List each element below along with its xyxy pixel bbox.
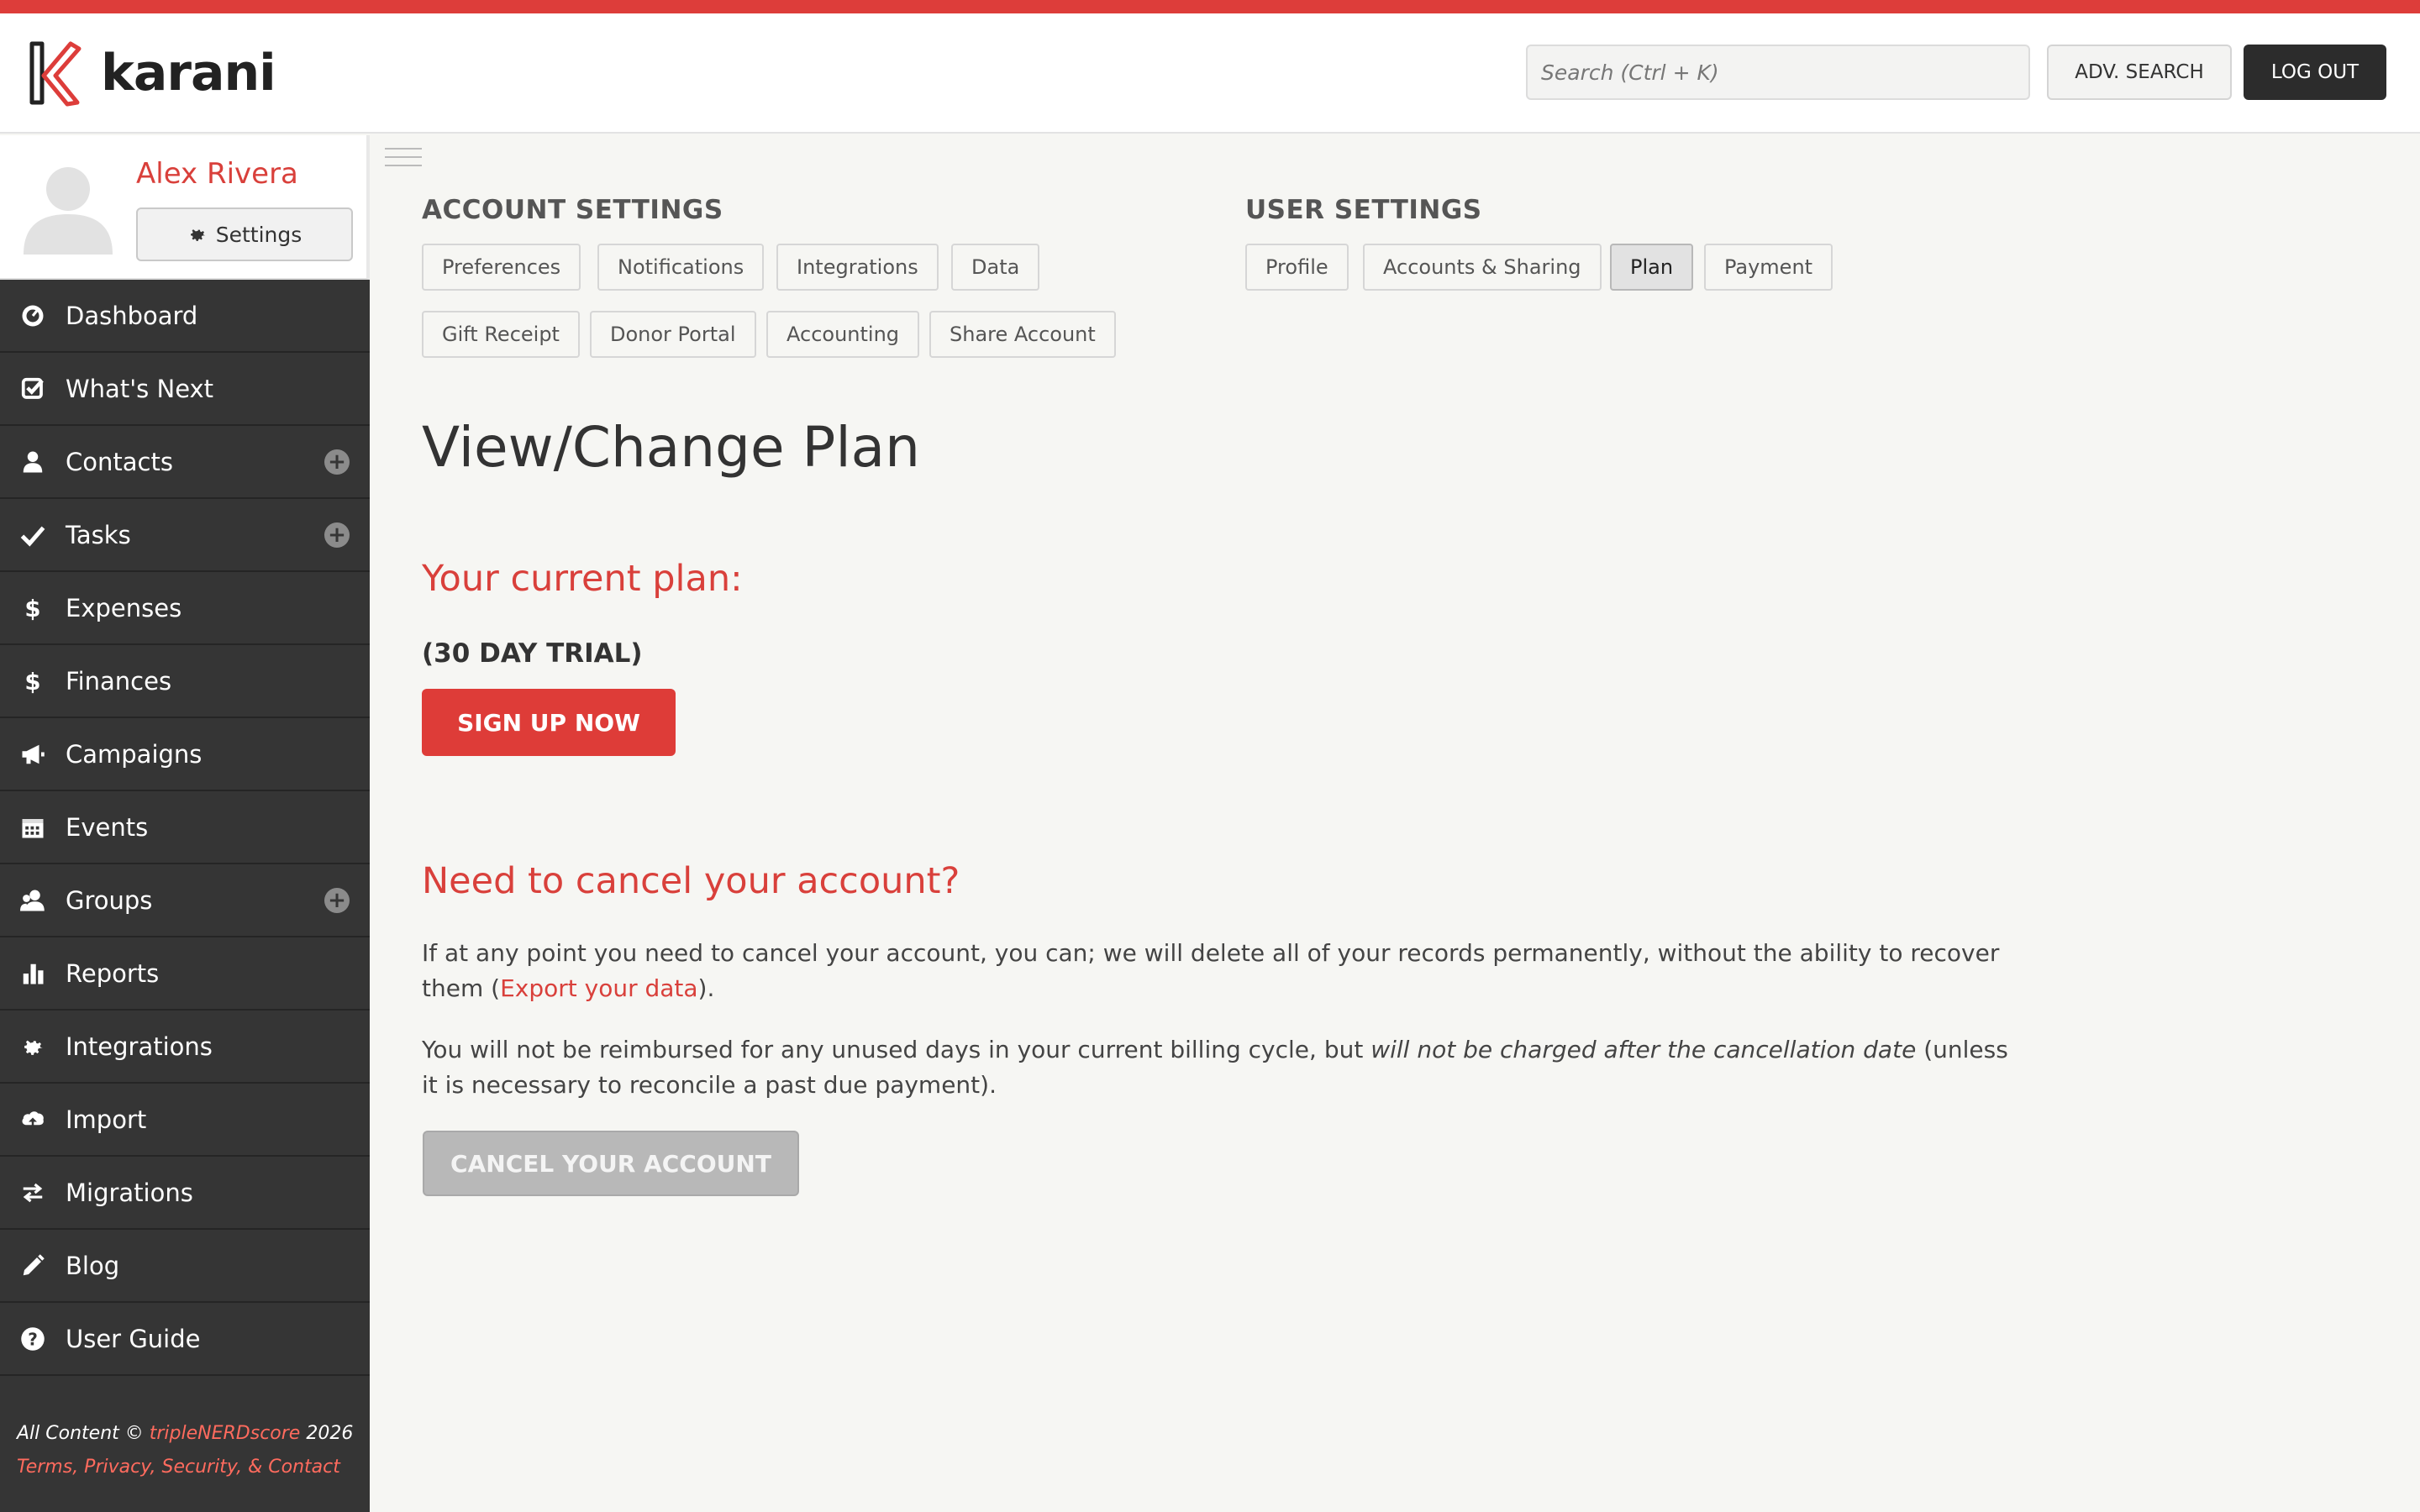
sidebar-item-label: Groups	[66, 885, 153, 915]
pencil-icon	[18, 1252, 47, 1280]
tab-preferences[interactable]: Preferences	[422, 244, 581, 291]
cancel-info-text: If at any point you need to cancel your account, you can; we will delete all of your records permanently, without the ability to recover them (	[422, 939, 2000, 1002]
company-link[interactable]: tripleNERDscore	[149, 1423, 301, 1444]
sidebar-item-expenses[interactable]	[0, 572, 370, 645]
cancel-account-button[interactable]: CANCEL YOUR ACCOUNT	[423, 1131, 799, 1196]
page-title: View/Change Plan	[422, 415, 920, 480]
sidebar	[0, 135, 370, 1512]
top-accent-bar	[0, 0, 2420, 13]
user-settings-button[interactable]	[136, 207, 353, 261]
sidebar-item-groups[interactable]	[0, 864, 370, 937]
cancel-info-text-end: ).	[697, 974, 715, 1002]
person-icon	[18, 448, 47, 476]
tab-payment[interactable]: Payment	[1704, 244, 1833, 291]
logout-button[interactable]: LOG OUT	[2244, 45, 2386, 100]
reimbursement-text-end: (unless it is necessary to reconcile a past due payment).	[422, 1036, 2008, 1099]
megaphone-icon	[18, 740, 47, 769]
add-task-icon[interactable]: +	[324, 522, 350, 548]
sidebar-item-contacts[interactable]	[0, 426, 370, 499]
sidebar-item-label: Blog	[66, 1251, 120, 1280]
sidebar-item-label: Dashboard	[66, 301, 198, 330]
gear-icon	[187, 224, 208, 244]
checkmark-icon	[18, 521, 47, 549]
export-data-link[interactable]: Export your data	[500, 974, 698, 1002]
group-icon	[18, 886, 47, 915]
user-panel	[0, 135, 370, 280]
dashboard-icon	[18, 302, 47, 330]
sidebar-item-label: Tasks	[66, 520, 131, 549]
sidebar-nav	[0, 280, 370, 1376]
plan-name: (30 DAY TRIAL)	[422, 638, 643, 669]
user-name[interactable]: Alex Rivera	[136, 157, 298, 191]
tab-notifications[interactable]: Notifications	[597, 244, 764, 291]
sidebar-item-import[interactable]	[0, 1084, 370, 1157]
avatar[interactable]	[17, 155, 119, 255]
svg-text:?: ?	[28, 1329, 38, 1349]
logo[interactable]	[27, 39, 276, 108]
logo-k-icon	[27, 39, 84, 108]
user-settings-title: USER SETTINGS	[1245, 195, 1482, 225]
sidebar-item-label: What's Next	[66, 374, 214, 403]
sidebar-item-label: Reports	[66, 958, 160, 988]
tab-integrations[interactable]: Integrations	[776, 244, 939, 291]
dollar-icon	[18, 594, 47, 622]
tab-gift-receipt[interactable]: Gift Receipt	[422, 311, 580, 358]
sidebar-item-user-guide[interactable]	[0, 1303, 370, 1376]
sidebar-item-blog[interactable]	[0, 1230, 370, 1303]
sidebar-item-dashboard[interactable]	[0, 280, 370, 353]
header	[0, 13, 2420, 134]
question-icon	[18, 1325, 47, 1353]
sidebar-footer	[17, 1417, 353, 1484]
cancel-info-paragraph	[422, 936, 2018, 1006]
current-plan-heading: Your current plan:	[422, 558, 743, 600]
sidebar-item-label: Events	[66, 812, 149, 842]
tab-accounts-sharing[interactable]: Accounts & Sharing	[1363, 244, 1602, 291]
sidebar-item-whats-next[interactable]	[0, 353, 370, 426]
copyright-year: 2026	[306, 1423, 354, 1444]
sidebar-item-label: Finances	[66, 666, 172, 696]
sidebar-item-campaigns[interactable]	[0, 718, 370, 791]
settings-label: Settings	[215, 222, 302, 247]
cancel-heading: Need to cancel your account?	[422, 860, 960, 902]
reimbursement-paragraph	[422, 1032, 2018, 1103]
tab-plan[interactable]: Plan	[1610, 244, 1693, 291]
sidebar-item-label: Campaigns	[66, 739, 203, 769]
sign-up-button[interactable]: SIGN UP NOW	[422, 689, 676, 756]
svg-text:$: $	[24, 668, 41, 694]
account-settings-title: ACCOUNT SETTINGS	[422, 195, 723, 225]
sidebar-item-migrations[interactable]	[0, 1157, 370, 1230]
copyright-text: All Content ©	[17, 1423, 144, 1444]
sidebar-item-reports[interactable]	[0, 937, 370, 1011]
tab-accounting[interactable]: Accounting	[766, 311, 919, 358]
sidebar-item-tasks[interactable]	[0, 499, 370, 572]
add-contact-icon[interactable]: +	[324, 449, 350, 475]
bar-chart-icon	[18, 959, 47, 988]
sidebar-item-label: Expenses	[66, 593, 182, 622]
calendar-icon	[18, 813, 47, 842]
svg-text:$: $	[24, 595, 41, 621]
checklist-icon	[18, 375, 47, 403]
reimbursement-text: You will not be reimbursed for any unused days in your current billing cycle, but	[422, 1036, 1371, 1063]
sidebar-item-label: Integrations	[66, 1032, 213, 1061]
tab-donor-portal[interactable]: Donor Portal	[590, 311, 756, 358]
sidebar-item-label: User Guide	[66, 1324, 201, 1353]
dollar-icon	[18, 667, 47, 696]
sidebar-item-label: Migrations	[66, 1178, 193, 1207]
sidebar-item-label: Contacts	[66, 447, 173, 476]
sidebar-item-events[interactable]	[0, 791, 370, 864]
swap-arrows-icon	[18, 1179, 47, 1207]
brand-name: karani	[101, 44, 276, 102]
add-group-icon[interactable]: +	[324, 888, 350, 913]
adv-search-button[interactable]: ADV. SEARCH	[2047, 45, 2232, 100]
sidebar-item-finances[interactable]	[0, 645, 370, 718]
reimbursement-emphasis: will not be charged after the cancellation date	[1370, 1036, 1917, 1063]
search-input[interactable]	[1526, 45, 2030, 100]
gear-icon	[18, 1032, 47, 1061]
cloud-upload-icon	[18, 1105, 47, 1134]
tab-data[interactable]: Data	[951, 244, 1039, 291]
sidebar-item-label: Import	[66, 1105, 147, 1134]
tab-profile[interactable]: Profile	[1245, 244, 1349, 291]
footer-links[interactable]: Terms, Privacy, Security, & Contact	[17, 1457, 340, 1478]
tab-share-account[interactable]: Share Account	[929, 311, 1116, 358]
menu-toggle-icon[interactable]	[385, 148, 422, 168]
sidebar-item-integrations[interactable]	[0, 1011, 370, 1084]
